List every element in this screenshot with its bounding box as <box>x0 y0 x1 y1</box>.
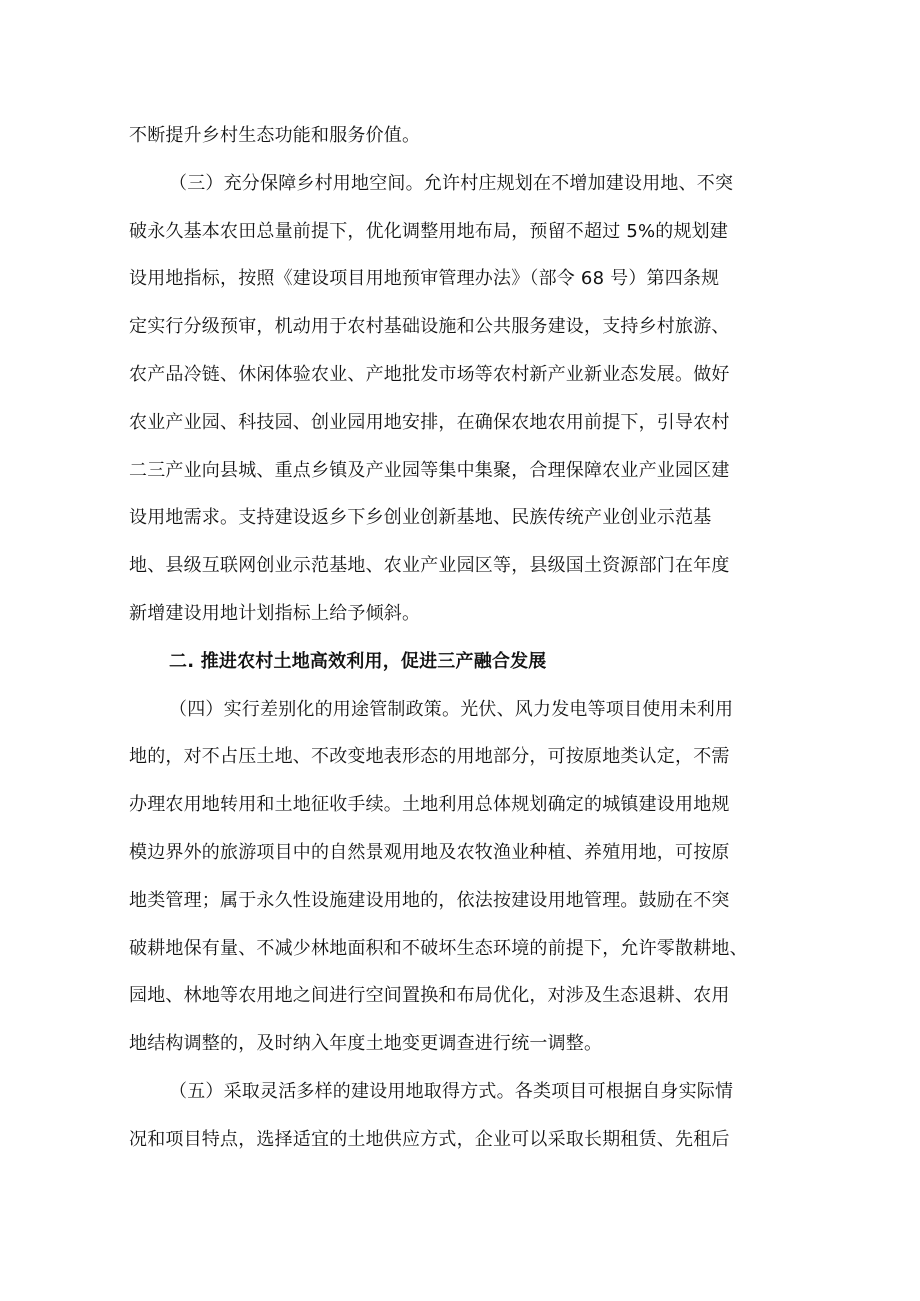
paragraph-line: 地、县级互联网创业示范基地、农业产业园区等，县级国土资源部门在年度 <box>129 555 730 577</box>
paragraph-line: 办理农用地转用和土地征收手续。土地利用总体规划确定的城镇建设用地规 <box>129 794 730 816</box>
paragraph-line: （三）充分保障乡村用地空间。允许村庄规划在不增加建设用地、不突 <box>169 172 734 194</box>
document-body <box>129 112 809 1164</box>
paragraph-line: （五）采取灵活多样的建设用地取得方式。各类项目可根据自身实际情 <box>169 1080 734 1102</box>
paragraph-line: 园地、林地等农用地之间进行空间置换和布局优化，对涉及生态退耕、农用 <box>129 985 730 1007</box>
paragraph-line: 农产品冷链、休闲体验农业、产地批发市场等农村新产业新业态发展。做好 <box>129 363 730 385</box>
paragraph-line: 地的，对不占压土地、不改变地表形态的用地部分，可按原地类认定，不需 <box>129 746 730 768</box>
paragraph-line: 模边界外的旅游项目中的自然景观用地及农牧渔业种植、养殖用地，可按原 <box>129 841 730 863</box>
paragraph-line: 地结构调整的，及时纳入年度土地变更调查进行统一调整。 <box>129 1033 603 1055</box>
paragraph-line: 破耕地保有量、不减少林地面积和不破坏生态环境的前提下，允许零散耕地、 <box>129 937 748 959</box>
paragraph-line: 二三产业向县城、重点乡镇及产业园等集中集聚，合理保障农业产业园区建 <box>129 459 730 481</box>
section-heading: 二. 推进农村土地高效利用，促进三产融合发展 <box>169 650 547 672</box>
paragraph-line: 农业产业园、科技园、创业园用地安排，在确保农地农用前提下，引导农村 <box>129 411 730 433</box>
paragraph-line: 设用地需求。支持建设返乡下乡创业创新基地、民族传统产业创业示范基 <box>129 507 712 529</box>
paragraph-line: 设用地指标，按照《建设项目用地预审管理办法》（部令 68 号）第四条规 <box>129 268 720 290</box>
paragraph-line: 不断提升乡村生态功能和服务价值。 <box>129 125 421 146</box>
paragraph-line: 新增建设用地计划指标上给予倾斜。 <box>129 602 421 624</box>
paragraph-line: 况和项目特点，选择适宜的土地供应方式，企业可以采取长期租赁、先租后 <box>129 1128 730 1150</box>
paragraph-line: （四）实行差别化的用途管制政策。光伏、风力发电等项目使用未利用 <box>169 698 734 720</box>
paragraph-line: 破永久基本农田总量前提下，优化调整用地布局，预留不超过 5%的规划建 <box>129 220 729 242</box>
paragraph-line: 地类管理；属于永久性设施建设用地的，依法按建设用地管理。鼓励在不突 <box>129 889 730 911</box>
paragraph-line: 定实行分级预审，机动用于农村基础设施和公共服务建设，支持乡村旅游、 <box>129 316 730 338</box>
